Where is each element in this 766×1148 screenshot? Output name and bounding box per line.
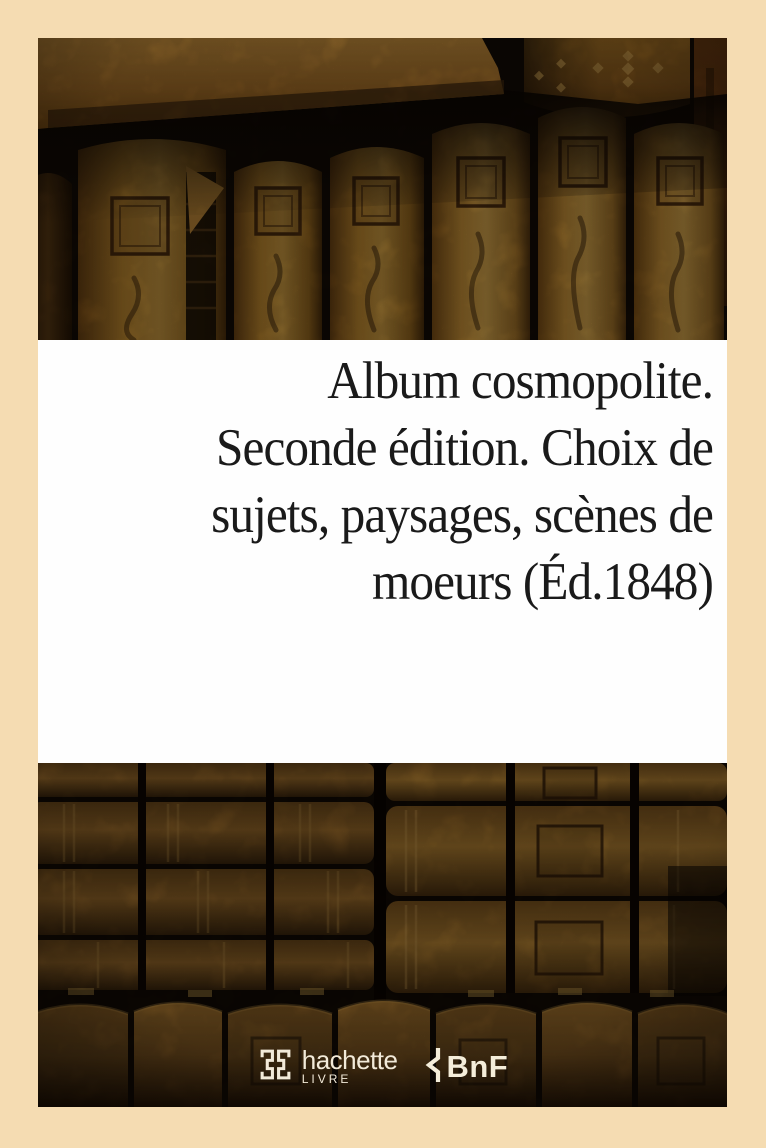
title-line-3: sujets, paysages, scènes de bbox=[211, 486, 713, 544]
title-line-4: moeurs (Éd.1848) bbox=[371, 553, 713, 611]
bnf-name: BnF bbox=[446, 1049, 509, 1084]
bnf-brace-icon bbox=[425, 1046, 441, 1089]
hachette-wordmark bbox=[301, 1045, 398, 1086]
bnf-logo bbox=[425, 1046, 508, 1089]
hachette-livre-label: LIVRE bbox=[301, 1072, 352, 1086]
book-title bbox=[85, 348, 713, 616]
hachette-square-maze-icon bbox=[257, 1046, 294, 1088]
publisher-logos bbox=[38, 1047, 727, 1087]
title-band bbox=[38, 340, 727, 763]
hachette-name: hachette bbox=[301, 1045, 398, 1075]
title-line-2: Seconde édition. Choix de bbox=[216, 419, 713, 477]
title-line-1: Album cosmopolite. bbox=[327, 352, 713, 410]
bookshelf-photo bbox=[38, 38, 727, 1107]
hachette-livre-logo bbox=[257, 1046, 398, 1088]
